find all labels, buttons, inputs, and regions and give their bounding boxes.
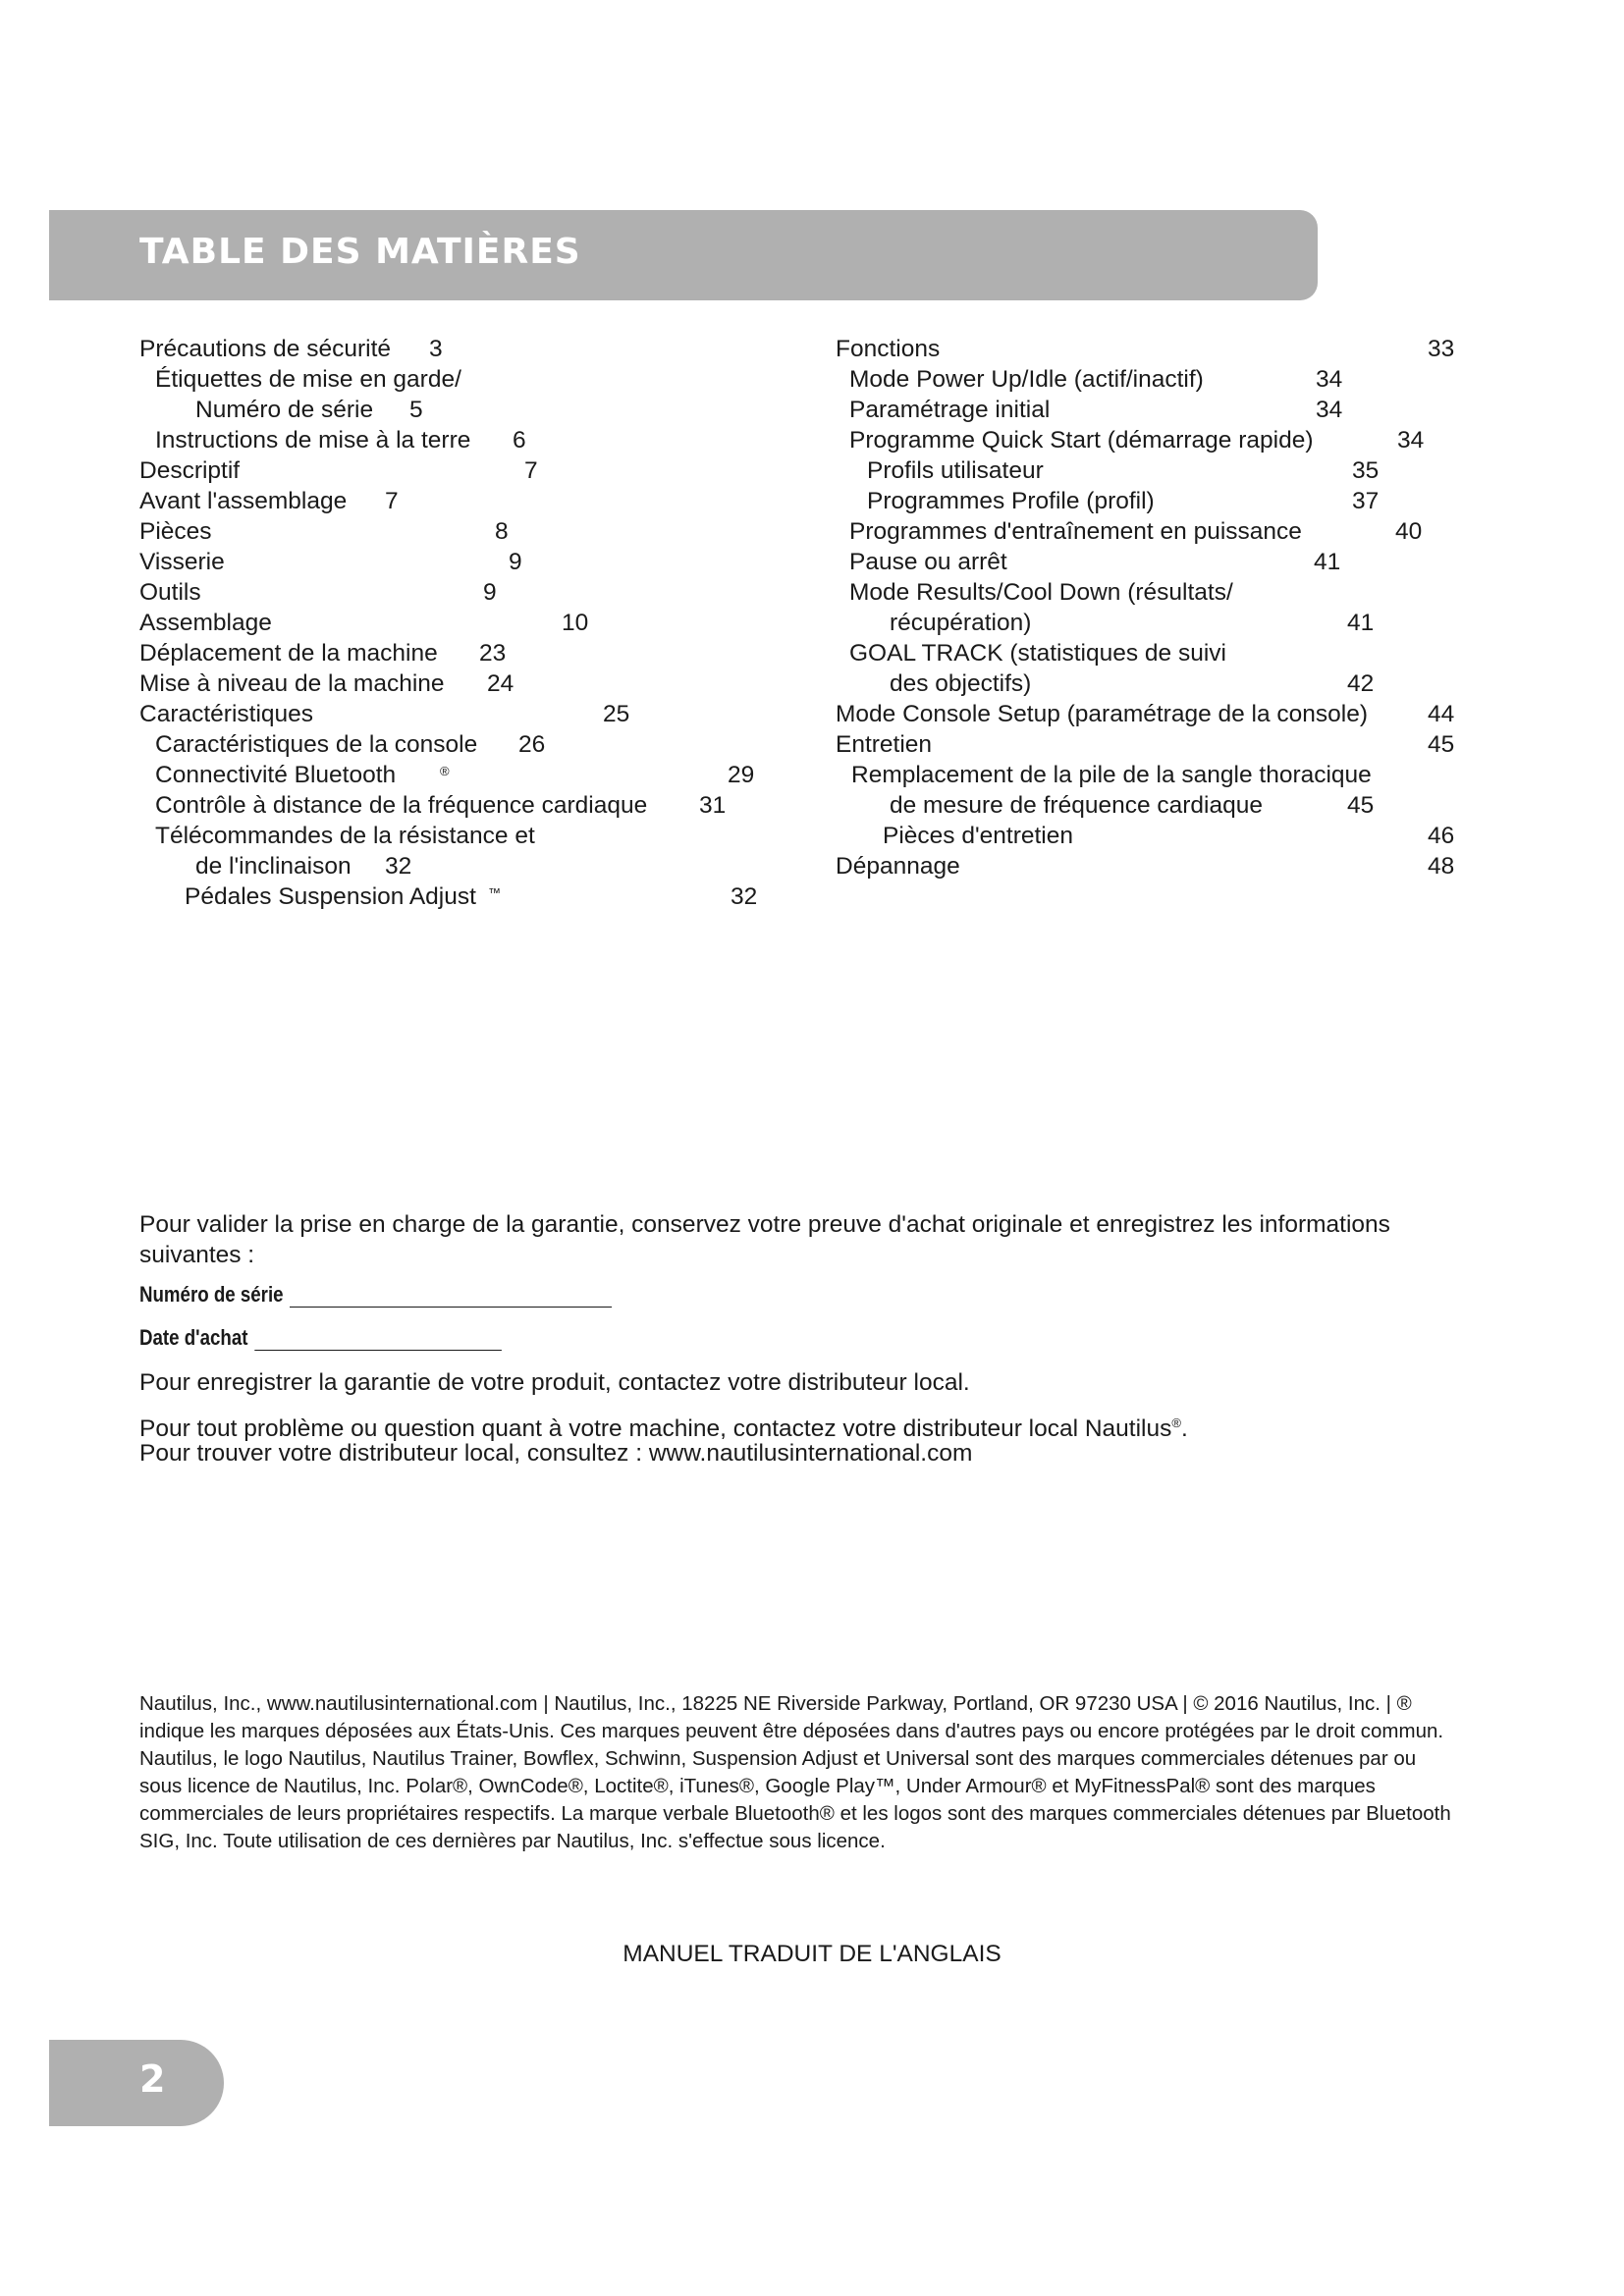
toc-entry[interactable]: Profils utilisateur 35: [867, 457, 1380, 484]
toc-entry[interactable]: Mode Power Up/Idle (actif/inactif) 34: [849, 366, 1343, 393]
toc-entry[interactable]: Déplacement de la machine 23: [139, 640, 507, 667]
page-title: TABLE DES MATIÈRES: [139, 232, 581, 272]
toc-entry[interactable]: des objectifs) 42: [890, 670, 1375, 697]
section-header-banner: [49, 210, 1318, 300]
toc-entry[interactable]: Paramétrage initial 34: [849, 397, 1343, 423]
toc-entry[interactable]: Avant l'assemblage 7: [139, 488, 399, 514]
toc-entry[interactable]: Programme Quick Start (démarrage rapide) 34: [849, 427, 1425, 454]
toc-entry[interactable]: de mesure de fréquence cardiaque 45: [890, 792, 1375, 819]
register-text: Pour enregistrer la garantie de votre produit, contactez votre distributeur local.: [139, 1369, 970, 1396]
contact-text-1: Pour tout problème ou question quant à votre machine, contactez votre distributeur local Nautilus®.: [139, 1415, 1188, 1443]
toc-entry[interactable]: Étiquettes de mise en garde/: [155, 366, 461, 393]
toc-entry[interactable]: Pièces d'entretien 46: [883, 823, 1455, 849]
toc-entry[interactable]: GOAL TRACK (statistiques de suivi: [849, 640, 1226, 667]
translation-note: MANUEL TRADUIT DE L'ANGLAIS: [623, 1941, 1001, 1967]
toc-entry[interactable]: Instructions de mise à la terre 6: [155, 427, 526, 454]
toc-entry[interactable]: Pause ou arrêt 41: [849, 549, 1341, 575]
serial-number-field[interactable]: Numéro de série: [139, 1282, 612, 1308]
toc-entry[interactable]: Caractéristiques de la console 26: [155, 731, 546, 758]
toc-entry[interactable]: Outils 9: [139, 579, 497, 606]
toc-entry[interactable]: Visserie 9: [139, 549, 522, 575]
warranty-intro: Pour valider la prise en charge de la garantie, conservez votre preuve d'achat originale et enregistrez les informations suivantes :: [139, 1211, 1390, 1268]
toc-entry[interactable]: Descriptif 7: [139, 457, 538, 484]
toc-entry[interactable]: Assemblage 10: [139, 610, 589, 636]
toc-entry[interactable]: Pièces 8: [139, 518, 509, 545]
toc-entry[interactable]: Programmes Profile (profil) 37: [867, 488, 1380, 514]
page-number-tab: [49, 2040, 224, 2126]
toc-entry[interactable]: Dépannage 48: [836, 853, 1455, 880]
legal-notice: Nautilus, Inc., www.nautilusinternational.com | Nautilus, Inc., 18225 NE Riverside Parkway, Portland, OR 97230 USA | © 2016 Nautilus, Inc. | ® indique les marques déposées aux États-Unis. Ces marques peuvent être déposées dans d'autres pays ou encore protégées par le droit commun. Nautilus, le logo Nautilus, Nautilus Trainer, Bowflex, Schwinn, Suspension Adjust et Universal sont des marques commerciales détenues par ou sous licence de Nautilus, Inc. Polar®, OwnCode®, Loctite®, iTunes®, Google Play™, Under Armour® et MyFitnessPal® sont des marques commerciales de leurs propriétaires respectifs. La marque verbale Bluetooth® et les logos sont des marques commerciales détenues par Bluetooth SIG, Inc. Toute utilisation de ces dernières par Nautilus, Inc. s'effectue sous licence.: [139, 1692, 1451, 1852]
toc-entry[interactable]: Mode Results/Cool Down (résultats/: [849, 579, 1233, 606]
contact-text-2: Pour trouver votre distributeur local, consultez : www.nautilusinternational.com: [139, 1440, 973, 1467]
toc-entry[interactable]: Remplacement de la pile de la sangle thoracique: [851, 762, 1372, 788]
toc-entry[interactable]: Mode Console Setup (paramétrage de la console) 44: [836, 701, 1455, 727]
toc-entry[interactable]: Numéro de série 5: [195, 397, 423, 423]
toc-entry[interactable]: Pédales Suspension Adjust ™ 32: [185, 883, 758, 910]
toc-entry[interactable]: Entretien 45: [836, 731, 1455, 758]
toc-entry[interactable]: Programmes d'entraînement en puissance 40: [849, 518, 1423, 545]
purchase-date-rule[interactable]: [254, 1350, 502, 1351]
toc-entry[interactable]: Connectivité Bluetooth ® 29: [155, 762, 755, 788]
toc-entry[interactable]: de l'inclinaison 32: [195, 853, 412, 880]
toc-entry[interactable]: récupération) 41: [890, 610, 1375, 636]
toc-entry[interactable]: Caractéristiques 25: [139, 701, 630, 727]
toc-entry[interactable]: Contrôle à distance de la fréquence cardiaque 31: [155, 792, 727, 819]
serial-number-rule[interactable]: [290, 1307, 612, 1308]
page-number: 2: [139, 2057, 166, 2101]
toc-entry[interactable]: Précautions de sécurité 3: [139, 336, 443, 362]
purchase-date-field[interactable]: Date d'achat: [139, 1325, 502, 1351]
toc-entry[interactable]: Fonctions 33: [836, 336, 1455, 362]
toc-entry[interactable]: Télécommandes de la résistance et: [155, 823, 535, 849]
toc-entry[interactable]: Mise à niveau de la machine 24: [139, 670, 514, 697]
